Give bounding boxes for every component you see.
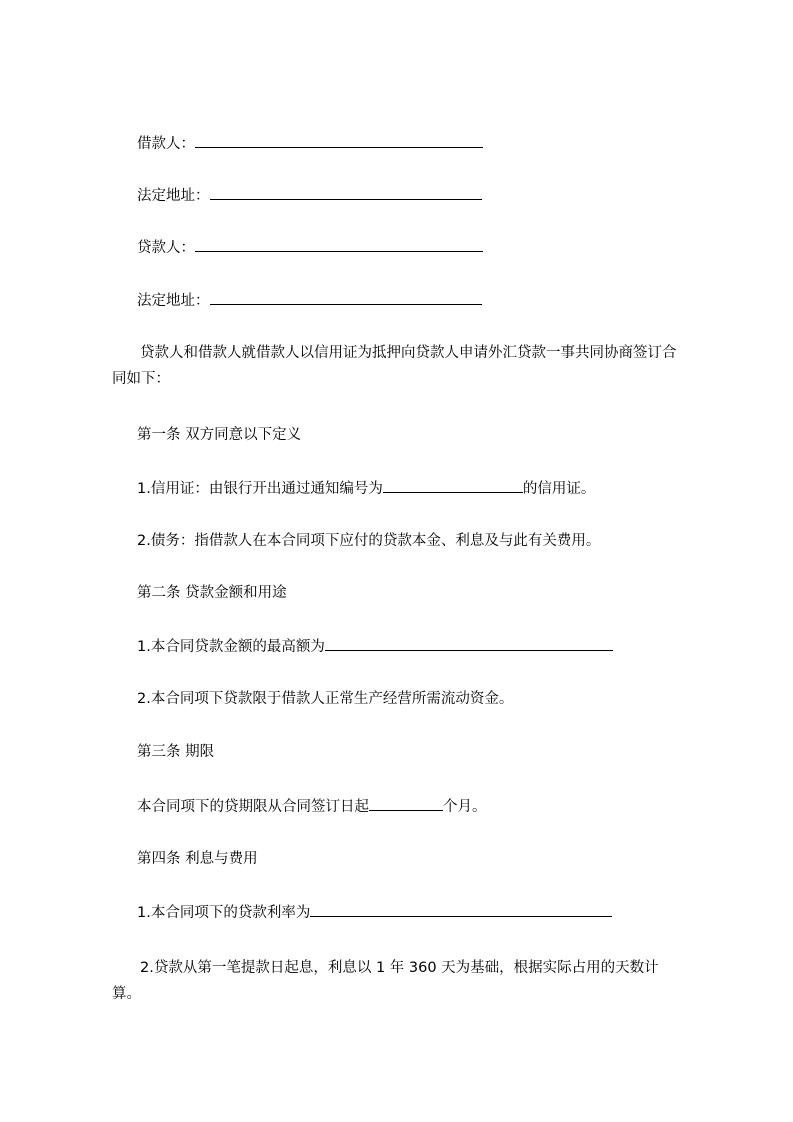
borrower-blank[interactable]: [195, 133, 483, 148]
lender-address-label: 法定地址：: [137, 293, 210, 309]
article2-item2: 2.本合同项下贷款限于借款人正常生产经营所需流动资金。: [137, 691, 514, 707]
article3-text-before: 本合同项下的贷期限从合同签订日起: [137, 799, 369, 815]
borrower-address-label: 法定地址：: [137, 188, 210, 204]
lender-address-blank[interactable]: [210, 290, 482, 305]
article4-item1: [137, 902, 612, 923]
loan-term-blank[interactable]: [369, 796, 443, 811]
article2-item1: [137, 636, 613, 657]
article4-title: 第四条 利息与费用: [137, 851, 258, 867]
article4-item2: 2.贷款从第一笔提款日起息，利息以 1 年 360 天为基础，根据实际占用的天数计算。: [112, 960, 659, 1002]
article1-item1-text: 1.信用证：由银行开出通过通知编号为: [137, 481, 383, 497]
article1-item1: [137, 478, 595, 499]
article3-title: 第三条 期限: [137, 744, 215, 760]
interest-rate-blank[interactable]: [310, 902, 612, 917]
borrower-address-blank[interactable]: [210, 185, 482, 200]
article4-item1-text: 1.本合同项下的贷款利率为: [137, 905, 311, 921]
article3-text-after: 个月。: [443, 799, 487, 815]
article2-title: 第二条 贷款金额和用途: [137, 585, 287, 601]
loan-amount-blank[interactable]: [325, 636, 613, 651]
lender-blank[interactable]: [195, 237, 483, 252]
article3-text: [137, 796, 487, 817]
borrower-label: 借款人：: [137, 136, 195, 152]
lender-line: [137, 237, 483, 258]
article1-item2: 2.债务：指借款人在本合同项下应付的贷款本金、利息及与此有关费用。: [137, 533, 601, 549]
article1-title: 第一条 双方同意以下定义: [137, 427, 302, 443]
lender-label: 贷款人：: [137, 240, 195, 256]
preamble-paragraph: 贷款人和借款人就借款人以信用证为抵押向贷款人申请外汇贷款一事共同协商签订合同如下：: [112, 345, 677, 387]
lc-number-blank[interactable]: [383, 478, 523, 493]
lender-address-line: [137, 290, 482, 311]
borrower-line: [137, 133, 483, 154]
article2-item1-text: 1.本合同贷款金额的最高额为: [137, 639, 325, 655]
article1-item1-suffix: 的信用证。: [522, 481, 596, 497]
borrower-address-line: [137, 185, 482, 206]
